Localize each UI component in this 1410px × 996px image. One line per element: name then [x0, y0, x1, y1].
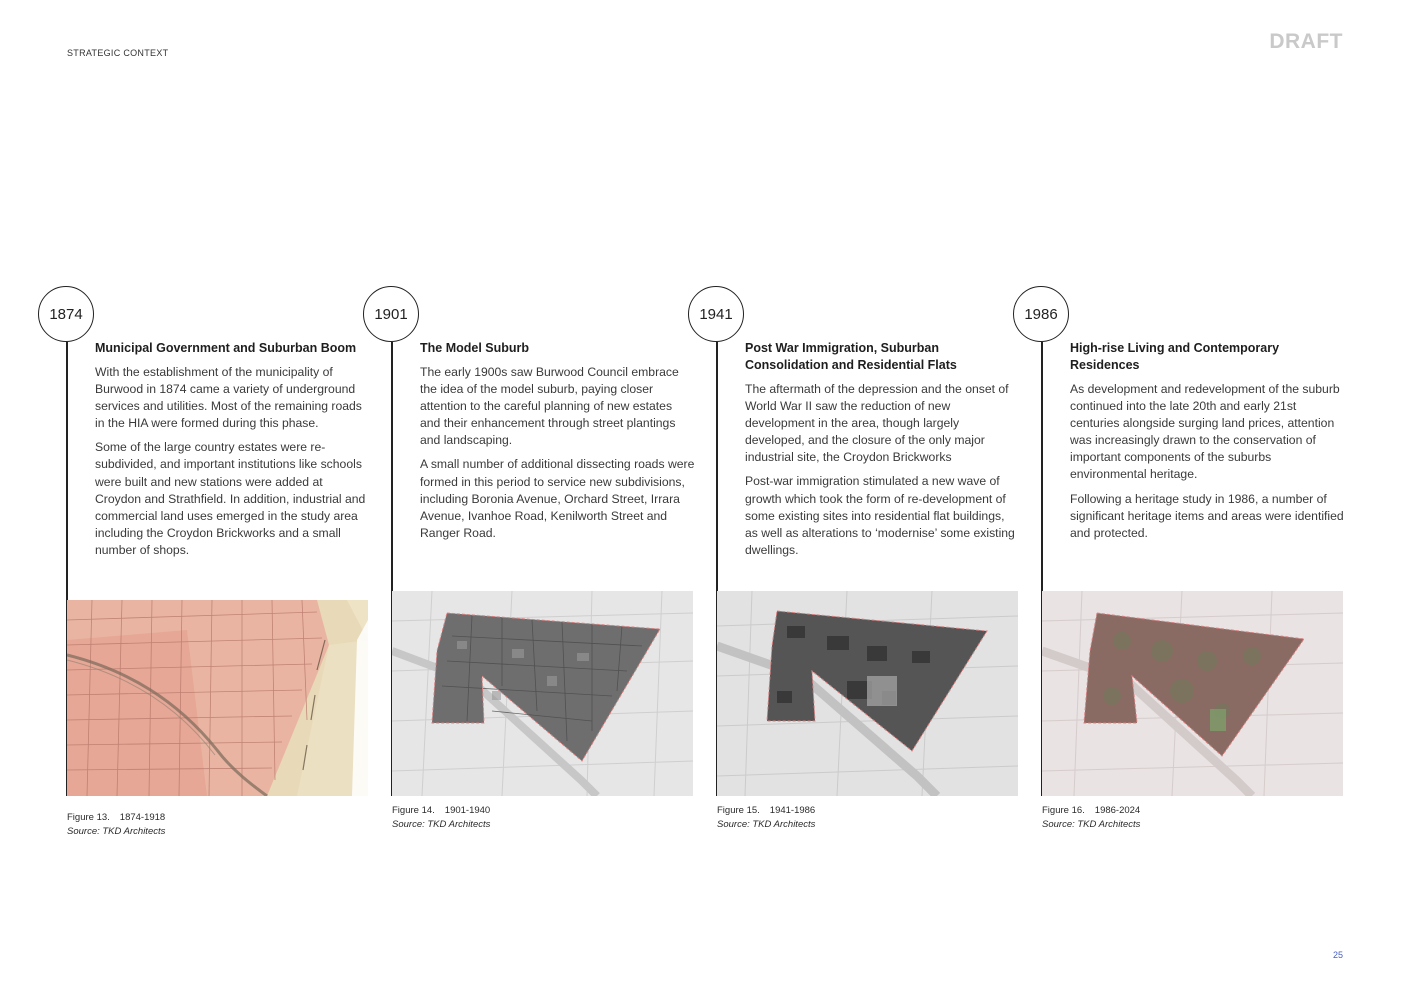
figure-source: Source: TKD Architects: [1042, 819, 1141, 830]
entry-paragraph: The aftermath of the depression and the onset of World War II saw the reduction of new development in the area, though largely developed, and the closure of the only major industrial site, the Croydon Brickworks: [745, 382, 1009, 465]
aerial-map-1941: [717, 591, 1018, 796]
entry-paragraph: Some of the large country estates were re-subdivided, and important institutions like schools were built and new stations were added at Croydon and Strathfield. In addition, industrial and commercial land uses emerged in the study area including the Croydon Brickworks and a small number of shops.: [95, 440, 366, 557]
aerial-map-1986: [1042, 591, 1343, 796]
timeline-entry-1874: [38, 286, 366, 846]
entry-paragraph: The early 1900s saw Burwood Council embrace the idea of the model suburb, paying closer attention to the careful planning of new estates and their enhancement through street plantings and landscaping.: [420, 365, 679, 448]
entry-title: Post War Immigration, Suburban Consolidation and Residential Flats: [745, 341, 957, 372]
figure-source: Source: TKD Architects: [67, 826, 166, 837]
entry-title: Municipal Government and Suburban Boom: [95, 341, 357, 355]
figure-caption: [717, 804, 815, 832]
figure-number: Figure 15.: [717, 805, 760, 816]
aerial-map-image: [717, 591, 1018, 796]
figure-label: 1941-1986: [769, 805, 816, 816]
figure-caption: [67, 811, 165, 839]
figure-number: Figure 14.: [392, 805, 435, 816]
draft-watermark: DRAFT: [1269, 30, 1343, 53]
entry-body: [420, 364, 695, 549]
figure-number: Figure 13.: [67, 812, 110, 823]
figure-caption: [1042, 804, 1140, 832]
figure-source: Source: TKD Architects: [392, 819, 491, 830]
figure-label: 1901-1940: [444, 805, 491, 816]
year-circle: 1874: [38, 286, 94, 342]
timeline-entry-1901: [363, 286, 695, 846]
entry-paragraph: Post-war immigration stimulated a new wave of growth which took the form of re-development of some existing sites into residential flat buildings, as well as alterations to ‘modernise’ some existing dwellings.: [745, 474, 1015, 557]
year-circle: 1901: [363, 286, 419, 342]
aerial-map-image: [392, 591, 693, 796]
section-label: STRATEGIC CONTEXT: [67, 48, 169, 58]
year-circle: 1941: [688, 286, 744, 342]
entry-paragraph: With the establishment of the municipality of Burwood in 1874 came a variety of underground services and utilities. Most of the remaining roads in the HIA were formed during this phase.: [95, 365, 362, 431]
figure-label: 1874-1918: [119, 812, 166, 823]
aerial-map-1901: [392, 591, 693, 796]
page-number: 25: [1332, 950, 1343, 960]
aerial-map-image: [1042, 591, 1343, 796]
timeline-entry-1941: [688, 286, 1015, 846]
entry-body: [1070, 381, 1345, 549]
entry-title: The Model Suburb: [420, 341, 530, 355]
figure-number: Figure 16.: [1042, 805, 1085, 816]
year-circle: 1986: [1013, 286, 1069, 342]
entry-paragraph: As development and redevelopment of the suburb continued into the late 20th and early 21st centuries alongside surging land prices, attention was increasingly drawn to the conservation of important components of the suburbs environmental heritage.: [1070, 382, 1340, 482]
entry-paragraph: Following a heritage study in 1986, a number of significant heritage items and areas were identified and protected.: [1070, 491, 1344, 540]
historic-map-image: [67, 600, 368, 796]
figure-source: Source: TKD Architects: [717, 819, 816, 830]
entry-paragraph: A small number of additional dissecting roads were formed in this period to service new subdivisions, including Boronia Avenue, Orchard Street, Irrara Avenue, Ivanhoe Road, Kenilworth Street and Ranger Road.: [420, 457, 695, 540]
timeline-entry-1986: [1013, 286, 1344, 846]
entry-title: High-rise Living and Contemporary Residences: [1070, 341, 1280, 372]
entry-body: [745, 381, 1020, 566]
historic-map-1874: [67, 600, 368, 796]
figure-label: 1986-2024: [1094, 805, 1141, 816]
entry-body: [95, 364, 370, 566]
figure-caption: [392, 804, 490, 832]
